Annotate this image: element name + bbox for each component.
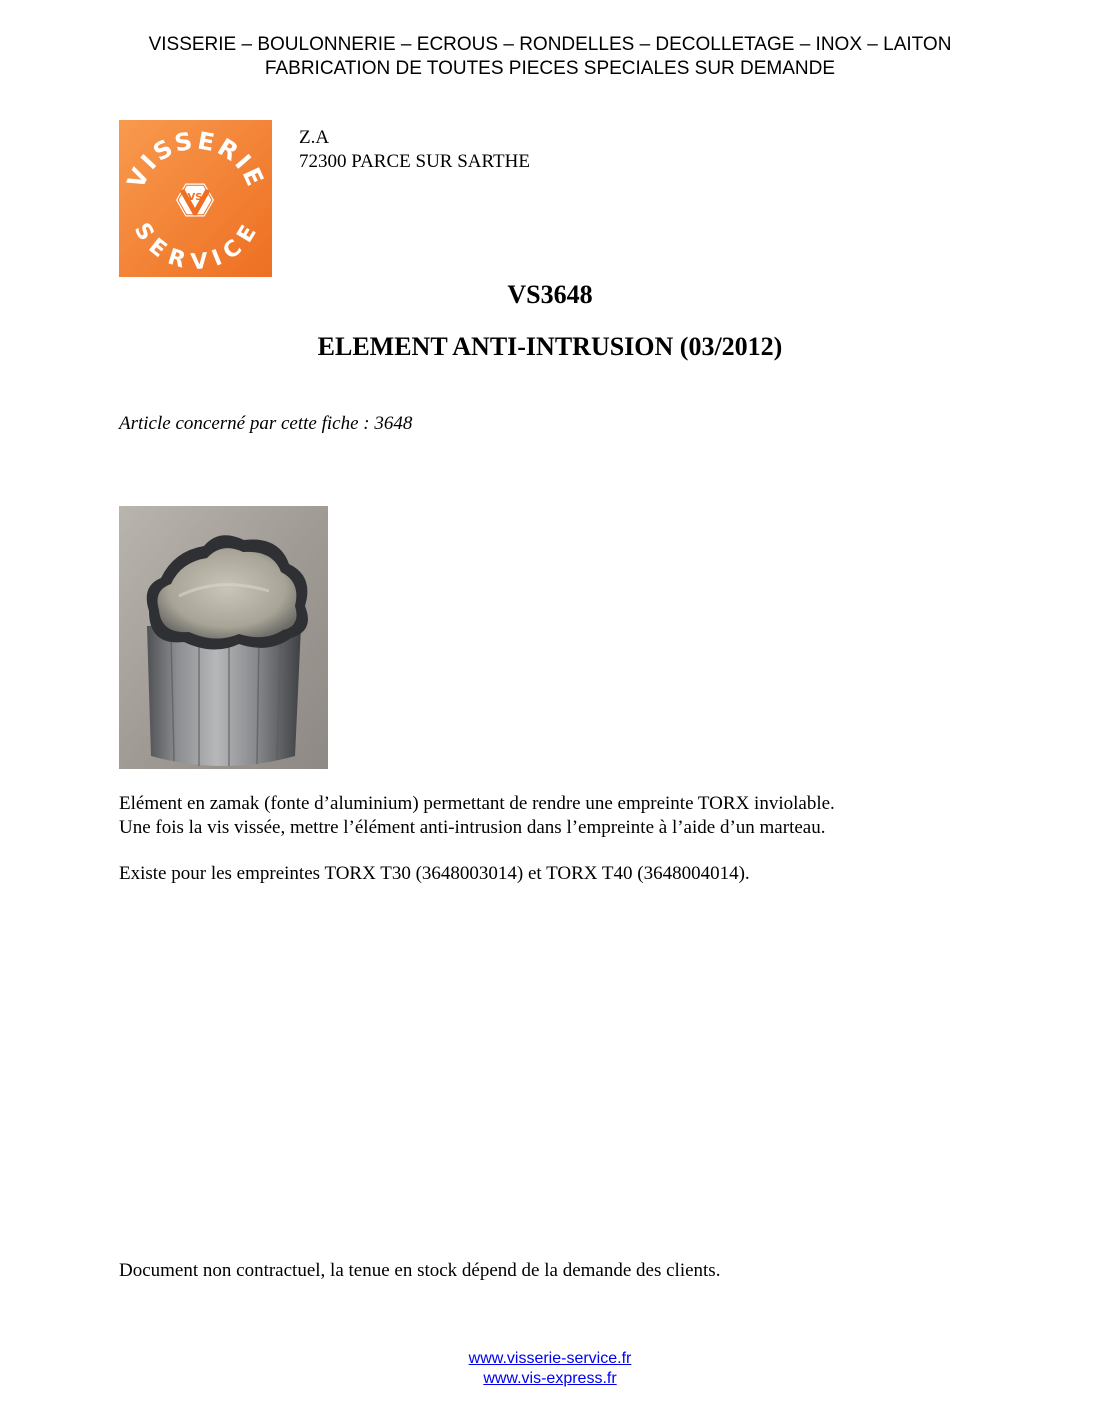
- visserie-service-link[interactable]: www.visserie-service.fr: [468, 1350, 632, 1367]
- description-line-1: Elément en zamak (fonte d’aluminium) permettant de rendre une empreinte TORX inviolable.: [119, 793, 835, 814]
- address-line-1: Z.A: [299, 127, 330, 148]
- header-line-1: VISSERIE – BOULONNERIE – ECROUS – RONDELLES – DECOLLETAGE – INOX – LAITON: [148, 34, 952, 55]
- disclaimer: Document non contractuel, la tenue en stock dépend de la demande des clients.: [119, 1260, 721, 1281]
- article-reference: Article concerné par cette fiche : 3648: [119, 413, 413, 434]
- document-title: ELEMENT ANTI-INTRUSION (03/2012): [317, 332, 783, 361]
- logo-text-bottom: SERVICE: [128, 218, 264, 276]
- product-photo: [119, 506, 328, 769]
- address-line-2: 72300 PARCE SUR SARTHE: [299, 151, 530, 172]
- logo-text-top: VISSERIE: [121, 126, 271, 193]
- description-line-2: Une fois la vis vissée, mettre l’élément anti-intrusion dans l’empreinte à l’aide d’un marteau.: [119, 817, 826, 838]
- product-code: VS3648: [507, 280, 593, 309]
- vis-express-link[interactable]: www.vis-express.fr: [483, 1370, 617, 1387]
- footer-link-2-row: [0, 1370, 1100, 1388]
- footer-link-1-row: [0, 1350, 1100, 1368]
- variants-line: Existe pour les empreintes TORX T30 (3648003014) et TORX T40 (3648004014).: [119, 863, 750, 884]
- logo-center-text: VS: [187, 192, 203, 203]
- visserie-service-logo: [119, 120, 272, 277]
- header-line-2: FABRICATION DE TOUTES PIECES SPECIALES SUR DEMANDE: [264, 58, 836, 79]
